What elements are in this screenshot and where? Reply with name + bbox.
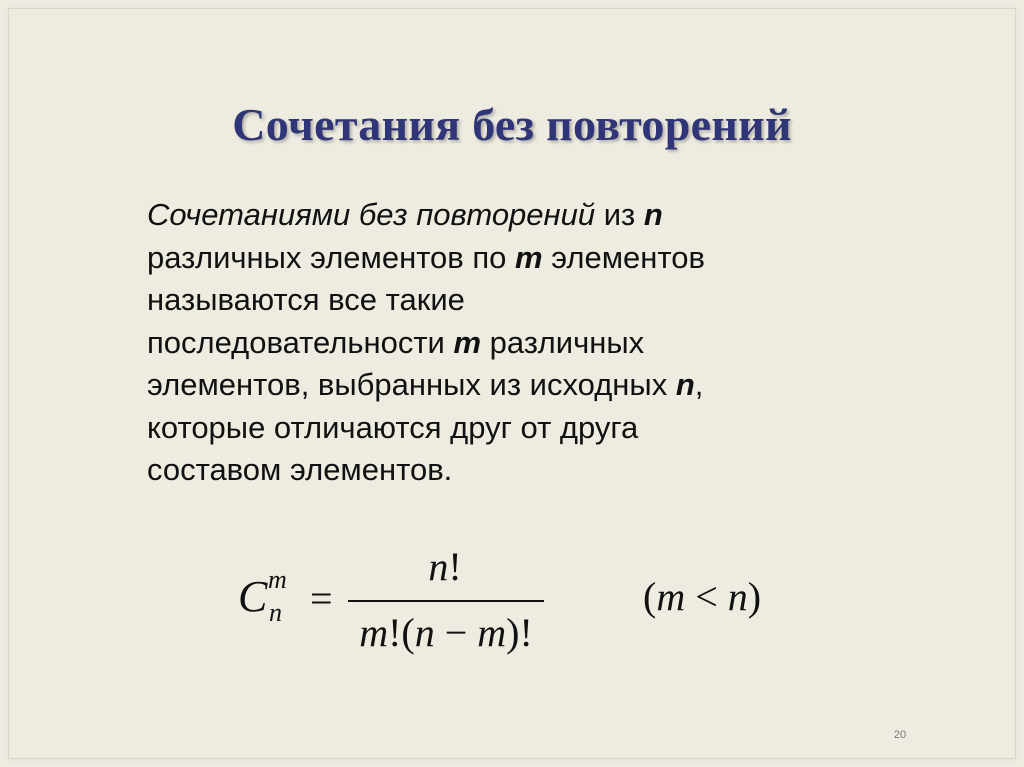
formula-op: !( [388,610,415,655]
formula-denominator [346,610,546,655]
formula-var: m [477,610,507,655]
definition-text: элементов [542,239,705,275]
formula-var: n [414,610,435,655]
slide-title: Сочетания без повторений [232,99,792,150]
definition-paragraph [147,194,907,492]
formula-var: n [428,544,449,589]
definition-text: , [694,367,704,402]
formula-op: − [434,610,478,655]
formula-op: ) [747,574,762,619]
definition-text: последовательности [147,324,454,360]
definition-line-6 [147,407,907,450]
formula-equals: = [310,576,333,621]
definition-text: различных [481,324,645,360]
definition-text: которые отличаются друг от друга [147,409,639,445]
fraction-bar [348,600,544,602]
formula-symbol-c: C [238,572,268,621]
definition-text: из [595,197,644,232]
formula-op: )! [506,610,533,655]
definition-line-3 [147,279,907,322]
definition-text: называются все такие [147,282,465,317]
formula-condition [643,574,762,619]
formula-var: m [359,610,389,655]
variable-m: m [515,239,543,275]
definition-line-1 [147,194,907,237]
definition-line-5 [147,364,907,407]
definition-line-2 [147,237,907,280]
formula-var: m [656,574,686,619]
definition-text: элементов, выбранных из исходных [147,367,676,402]
formula-numerator [345,544,545,589]
variable-m: m [453,324,482,360]
formula-subscript: n [269,598,282,627]
definition-line-4 [147,322,907,365]
variable-n: n [643,197,663,232]
definition-text: различных элементов по [147,239,516,275]
formula-op: ! [448,544,462,589]
formula-superscript: m [268,565,287,594]
variable-n: n [675,367,695,402]
formula-op: < [685,574,728,619]
definition-line-7 [147,449,907,492]
formula-op: ( [643,574,657,619]
page-number: 20 [893,729,907,741]
formula-var: n [727,574,748,619]
definition-text: составом элементов. [147,452,453,487]
definition-term: Сочетаниями без повторений [147,197,596,232]
